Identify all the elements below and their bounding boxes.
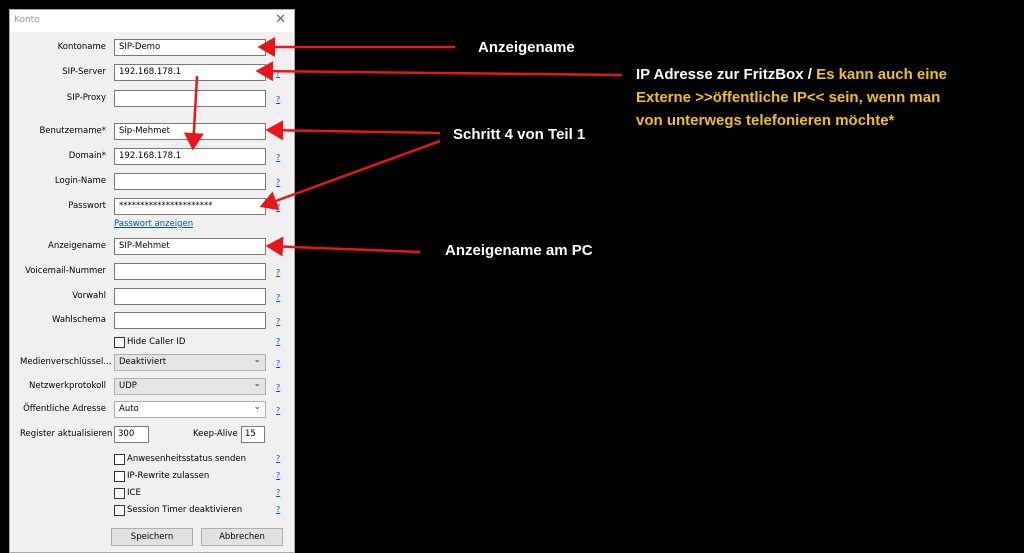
voicemail-label: Voicemail-Nummer	[25, 266, 106, 276]
close-icon[interactable]: ✕	[275, 12, 286, 27]
help-link-netzwerk[interactable]: ?	[276, 383, 281, 392]
session-timer-label: Session Timer deaktivieren	[127, 505, 243, 515]
help-link-session-timer[interactable]: ?	[276, 505, 281, 514]
kontoname-input[interactable]: SIP-Demo	[114, 39, 266, 56]
help-link-wahlschema[interactable]: ?	[276, 317, 281, 326]
domain-input[interactable]: 192.168.178.1	[114, 148, 266, 165]
help-link-anwesenheit[interactable]: ?	[276, 454, 281, 463]
oeffentlich-select[interactable]: Auto ⌄	[114, 401, 266, 418]
annotation-ip-line3: von unterwegs telefonieren möchte*	[636, 112, 895, 129]
help-link-voicemail[interactable]: ?	[276, 268, 281, 277]
annotation-anzeigename: Anzeigename	[478, 39, 575, 56]
medien-select[interactable]: Deaktiviert ⌄	[114, 354, 266, 371]
passwort-label: Passwort	[68, 201, 106, 211]
cancel-button[interactable]: Abbrechen	[201, 528, 283, 546]
annotation-ip-line2: Externe >>öffentliche IP<< sein, wenn man	[636, 89, 941, 106]
sip-server-label: SIP-Server	[62, 67, 106, 77]
keepalive-label: Keep-Alive	[193, 429, 238, 439]
help-link-login-name[interactable]: ?	[276, 178, 281, 187]
window-title: Konto	[14, 15, 40, 25]
arrow-sip-server	[258, 71, 622, 75]
anzeigename-label: Anzeigename	[48, 241, 106, 251]
help-link-sip-proxy[interactable]: ?	[276, 95, 281, 104]
save-button[interactable]: Speichern	[111, 528, 193, 546]
help-link-ice[interactable]: ?	[276, 488, 281, 497]
help-link-medien[interactable]: ?	[276, 359, 281, 368]
passwort-input[interactable]: **********************	[114, 198, 266, 215]
register-input[interactable]: 300	[114, 426, 149, 443]
iprewrite-label: IP-Rewrite zulassen	[127, 471, 210, 481]
benutzername-input[interactable]: Sip-Mehmet	[114, 123, 266, 140]
login-name-label: Login-Name	[54, 176, 106, 186]
show-password-link[interactable]: Passwort anzeigen	[114, 219, 194, 229]
arrow-benutzername	[268, 130, 440, 133]
hide-caller-id-label: Hide Caller ID	[127, 337, 186, 347]
anwesenheit-label: Anwesenheitsstatus senden	[127, 454, 247, 464]
vorwahl-label: Vorwahl	[72, 291, 106, 301]
help-link-hide-caller-id[interactable]: ?	[276, 337, 281, 346]
arrow-passwort	[262, 141, 440, 206]
help-link-passwort[interactable]: ?	[276, 203, 281, 212]
annotation-anzeigename-pc: Anzeigename am PC	[445, 242, 593, 259]
arrow-sip-to-benutzer	[193, 76, 197, 148]
netzwerk-select[interactable]: UDP ⌄	[114, 378, 266, 395]
arrow-anzeigename	[268, 246, 420, 252]
kontoname-label: Kontoname	[57, 42, 106, 52]
keepalive-input[interactable]: 15	[241, 426, 265, 443]
help-link-oeffentlich[interactable]: ?	[276, 406, 281, 415]
help-link-iprewrite[interactable]: ?	[276, 471, 281, 480]
help-link-vorwahl[interactable]: ?	[276, 293, 281, 302]
medien-label: Medienverschlüssel...	[20, 357, 112, 367]
sip-server-input[interactable]: 192.168.178.1	[114, 64, 266, 81]
anzeigename-input[interactable]: SIP-Mehmet	[114, 238, 266, 255]
annotation-ip-line1: IP Adresse zur FritzBox / Es kann auch eine	[636, 66, 947, 83]
ice-label: ICE	[127, 488, 141, 498]
chevron-down-icon: ⌄	[253, 355, 261, 365]
oeffentlich-label: Öffentliche Adresse	[23, 404, 106, 414]
chevron-down-icon: ⌄	[253, 402, 261, 412]
help-link-anzeigename[interactable]: ?	[276, 243, 281, 252]
annotation-schritt: Schritt 4 von Teil 1	[453, 126, 586, 143]
help-link-sip-server[interactable]: ?	[276, 69, 281, 78]
help-link-domain[interactable]: ?	[276, 153, 281, 162]
wahlschema-label: Wahlschema	[51, 315, 106, 325]
register-label: Register aktualisieren	[20, 429, 113, 439]
domain-label: Domain*	[68, 151, 106, 161]
chevron-down-icon: ⌄	[253, 379, 261, 389]
sip-proxy-label: SIP-Proxy	[66, 93, 106, 103]
netzwerk-label: Netzwerkprotokoll	[29, 381, 106, 391]
benutzername-label: Benutzername*	[39, 126, 106, 136]
